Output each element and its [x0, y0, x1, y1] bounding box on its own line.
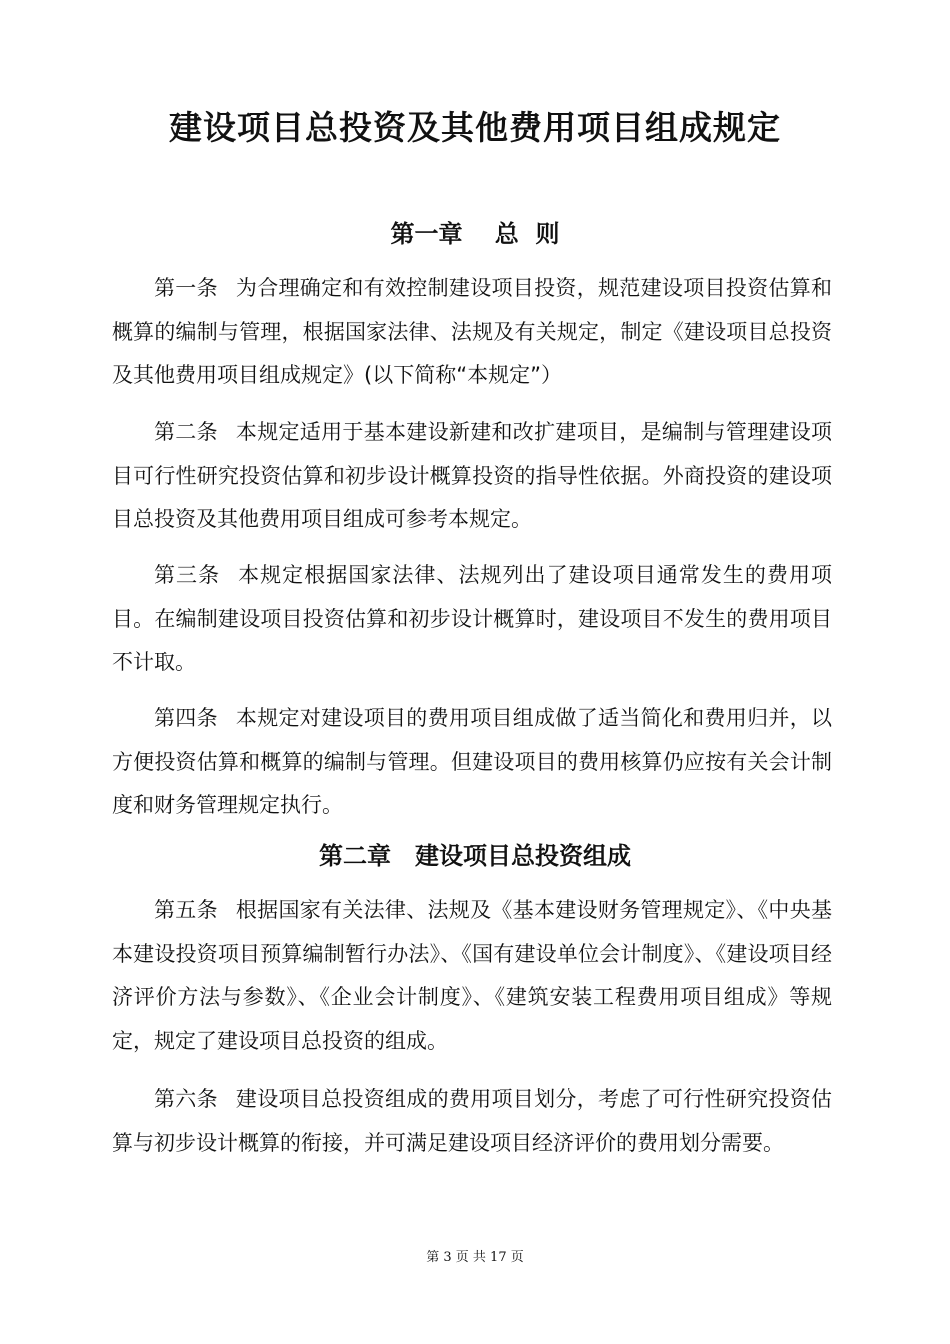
article-label: 第二条: [154, 420, 218, 444]
article-label: 第五条: [154, 898, 218, 922]
article-5: [112, 889, 832, 1063]
article-label: 第一条: [154, 276, 218, 300]
page-number-footer: 第 3 页 共 17 页: [426, 1250, 524, 1265]
article-label: 第三条: [154, 563, 221, 587]
article-1: [112, 267, 832, 398]
document-title: 建设项目总投资及其他费用项目组成规定: [169, 108, 781, 147]
article-4: [112, 697, 832, 828]
chapter-heading-2: 第二章 建设项目总投资组成: [319, 841, 631, 870]
article-text: 为合理确定和有效控制建设项目投资，规范建设项目投资估算和概算的编制与管理，根据国家法律、法规及有关规定，制定《建设项目总投资及其他费用项目组成规定》(以下简称“本规定”）: [112, 276, 833, 387]
article-text: 本规定对建设项目的费用项目组成做了适当简化和费用归并，以方便投资估算和概算的编制与管理。但建设项目的费用核算仍应按有关会计制度和财务管理规定执行。: [112, 706, 833, 817]
article-2: [112, 411, 832, 542]
article-text: 本规定根据国家法律、法规列出了建设项目通常发生的费用项目。在编制建设项目投资估算和初步设计概算时，建设项目不发生的费用项目不计取。: [112, 563, 833, 674]
article-6: [112, 1078, 832, 1165]
article-text: 本规定适用于基本建设新建和改扩建项目，是编制与管理建设项目可行性研究投资估算和初步设计概算投资的指导性依据。外商投资的建设项目总投资及其他费用项目组成可参考本规定。: [112, 420, 833, 531]
article-text: 建设项目总投资组成的费用项目划分，考虑了可行性研究投资估算与初步设计概算的衔接，并可满足建设项目经济评价的费用划分需要。: [112, 1087, 833, 1155]
article-3: [112, 554, 832, 685]
chapter-heading-1: 第一章 总 则: [390, 219, 560, 248]
article-label: 第六条: [154, 1087, 218, 1111]
article-label: 第四条: [154, 706, 218, 730]
article-text: 根据国家有关法律、法规及《基本建设财务管理规定》、《中央基本建设投资项目预算编制暂行办法》、《国有建设单位会计制度》、《建设项目经济评价方法与参数》、《企业会计制度》、《建筑安装工程费用项目组成》等规定，规定了建设项目总投资的组成。: [112, 898, 833, 1053]
